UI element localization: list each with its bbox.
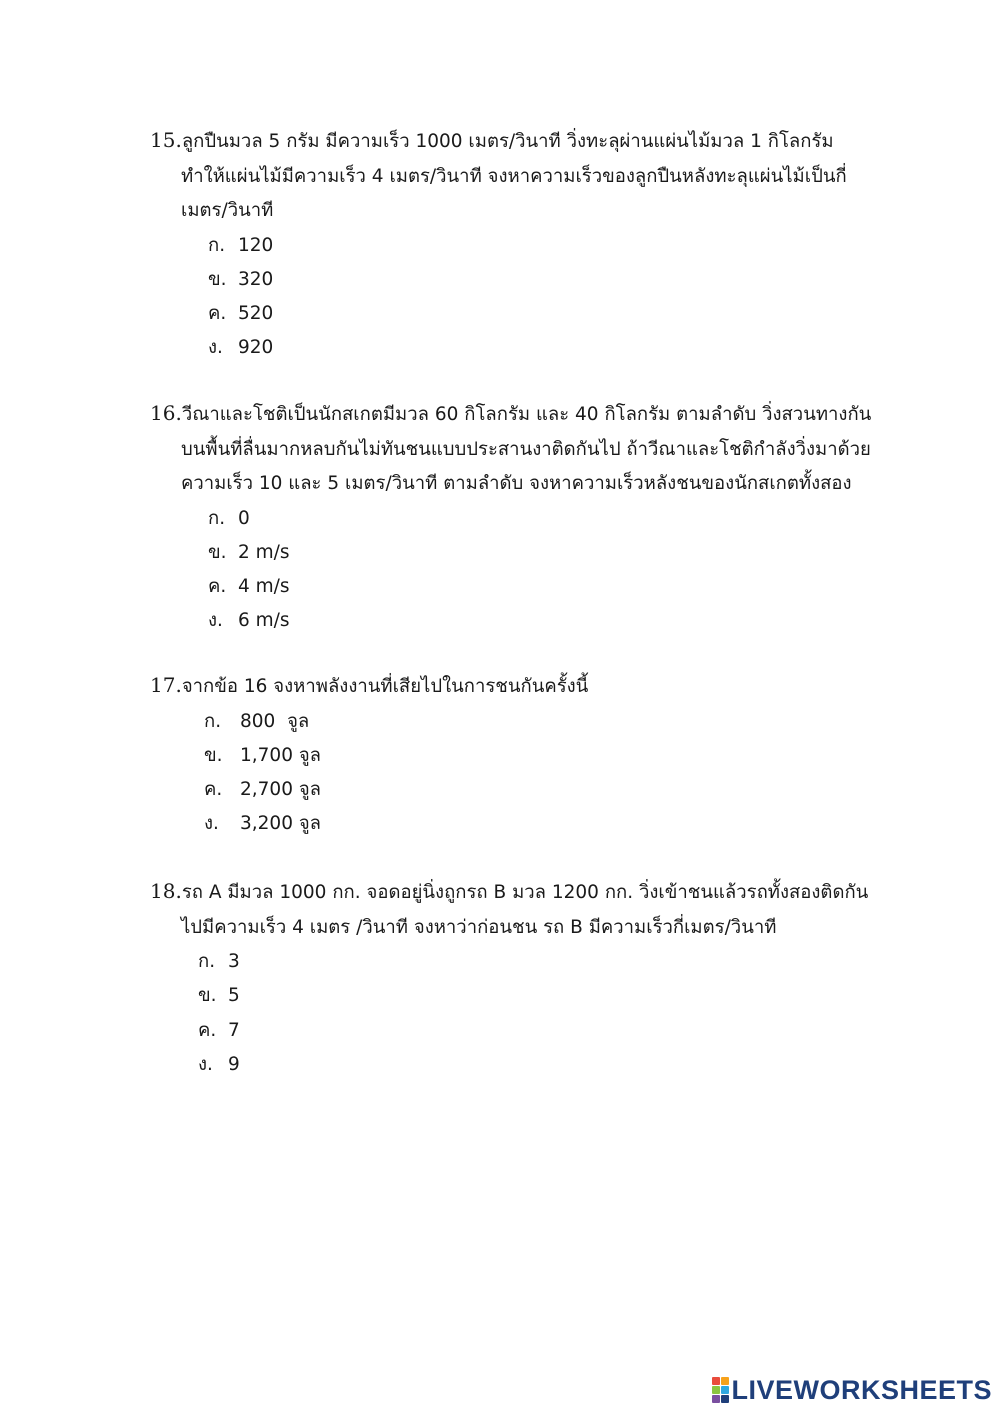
question-text [150, 874, 880, 945]
choice-letter: ง. [198, 1053, 213, 1075]
choice-item[interactable] [204, 739, 880, 773]
choice-value: 320 [238, 268, 274, 290]
choice-letter: ข. [208, 541, 227, 563]
choice-value: 1,700 จูล [240, 744, 322, 766]
choice-value: 7 [228, 1019, 240, 1041]
choice-list [208, 229, 880, 366]
choice-item[interactable] [204, 807, 880, 841]
choice-letter: ค. [198, 1019, 217, 1041]
question-15 [150, 123, 880, 366]
choice-value: 2 m/s [238, 541, 290, 563]
choice-letter: ก. [198, 951, 216, 972]
choice-value: 9 [228, 1053, 240, 1075]
choice-value: 3 [228, 951, 240, 972]
liveworksheets-logo [712, 1375, 992, 1405]
choice-value: 6 m/s [238, 610, 290, 632]
choice-item[interactable] [208, 536, 880, 570]
choice-value: 520 [238, 303, 274, 325]
choice-item[interactable] [208, 229, 880, 263]
choice-item[interactable] [208, 604, 880, 638]
choice-item[interactable] [204, 773, 880, 807]
choice-value: 2,700 จูล [240, 779, 322, 801]
logo-block [712, 1386, 720, 1394]
question-number: 15. [150, 128, 182, 152]
question-text [150, 123, 880, 229]
question-17 [150, 668, 880, 842]
question-body: รถ A มีมวล 1000 กก. จอดอยู่นิ่งถูกรถ B มวล 1200 กก. วิ่งเข้าชนแล้วรถทั้งสองติดกันไปมีความเร็ว 4 เมตร /วินาที จงหาว่าก่อนชน รถ B มีความเร็วกี่เมตร/วินาที [181, 882, 869, 938]
choice-value: 0 [238, 507, 250, 529]
choice-item[interactable] [198, 1014, 880, 1048]
choice-value: 120 [238, 234, 274, 256]
choice-value: 3,200 จูล [240, 813, 322, 835]
liveworksheets-icon [712, 1377, 729, 1403]
question-number: 16. [150, 401, 182, 425]
choice-letter: ก. [208, 507, 226, 529]
choice-letter: ก. [208, 234, 226, 256]
choice-item[interactable] [204, 705, 880, 739]
logo-text: LIVEWORKSHEETS [731, 1374, 992, 1405]
choice-list [204, 705, 880, 842]
choice-value: 920 [238, 337, 274, 359]
choice-item[interactable] [208, 502, 880, 536]
question-16 [150, 396, 880, 639]
logo-block [712, 1395, 720, 1403]
question-18 [150, 874, 880, 1082]
question-number: 18. [150, 879, 182, 903]
choice-item[interactable] [208, 297, 880, 331]
question-body: ลูกปืนมวล 5 กรัม มีความเร็ว 1000 เมตร/วินาที วิ่งทะลุผ่านแผ่นไม้มวล 1 กิโลกรัม ทำให้แผ่นไม้มีความเร็ว 4 เมตร/วินาที จงหาความเร็วของลูกปืนหลังทะลุแผ่นไม้เป็นกี่เมตร/วินาที [181, 131, 847, 221]
question-text [150, 668, 880, 705]
choice-item[interactable] [208, 263, 880, 297]
question-number: 17. [150, 673, 182, 697]
logo-block [721, 1395, 729, 1403]
choice-letter: ง. [208, 610, 223, 632]
choice-letter: ข. [208, 268, 227, 290]
choice-list [208, 502, 880, 639]
choice-item[interactable] [198, 945, 880, 979]
question-body: จากข้อ 16 จงหาพลังงานที่เสียไปในการชนกันครั้งนี้ [181, 676, 589, 697]
choice-letter: ค. [208, 576, 227, 598]
logo-block [721, 1377, 729, 1385]
choice-letter: ข. [204, 744, 223, 766]
choice-item[interactable] [208, 570, 880, 604]
choice-letter: ง. [208, 337, 223, 359]
choice-item[interactable] [208, 331, 880, 365]
choice-item[interactable] [198, 979, 880, 1013]
choice-letter: ง. [204, 813, 219, 835]
choice-letter: ข. [198, 985, 217, 1007]
choice-value: 800 จูล [240, 710, 310, 732]
choice-letter: ค. [204, 779, 223, 801]
logo-block [712, 1377, 720, 1385]
choice-value: 4 m/s [238, 576, 290, 598]
choice-list [198, 945, 880, 1082]
choice-letter: ค. [208, 303, 227, 325]
question-text [150, 396, 880, 502]
choice-letter: ก. [204, 710, 222, 732]
logo-block [721, 1386, 729, 1394]
choice-item[interactable] [198, 1048, 880, 1082]
choice-value: 5 [228, 985, 240, 1007]
question-body: วีณาและโชติเป็นนักสเกตมีมวล 60 กิโลกรัม และ 40 กิโลกรัม ตามลำดับ วิ่งสวนทางกันบนพื้นที่ลื่นมากหลบกันไม่ทันชนแบบประสานงาติดกันไป ถ้าวีณาและโชติกำลังวิ่งมาด้วยความเร็ว 10 และ 5 เมตร/วินาที ตามลำดับ จงหาความเร็วหลังชนของนักสเกตทั้งสอง [181, 404, 872, 494]
